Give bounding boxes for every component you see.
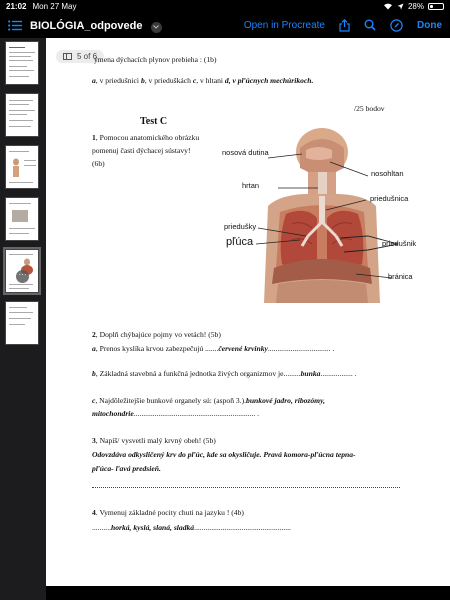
q3-title: 3, Napíš/ vysvetli malý krvný obeh! (5b): [92, 436, 216, 445]
q2c-line-1: c, Najdôležitejšie bunkové organely sú: (aspoň 3.).bunkové jadro, ribozómy,: [92, 396, 326, 405]
doc-line-2: a, v priedušnici b, v prieduškách c, v hltani d, v pľúcnych mechúrikoch.: [92, 76, 314, 85]
label-priedusky: priedušky: [224, 222, 257, 231]
page-indicator-text: 5 of 6: [77, 52, 98, 61]
toolbar: [0, 12, 450, 38]
label-priedusnik: priedušnik: [382, 239, 417, 248]
search-icon[interactable]: [364, 19, 376, 31]
q2b-line: b, Základná stavebná a funkčná jednotka živých organizmov je.........bunka................. .: [92, 369, 357, 378]
test-title: Test C: [140, 116, 168, 127]
sidebar-toggle-icon: [63, 53, 72, 60]
q2c-line-2: mitochondrie................................................................ .: [92, 409, 260, 418]
label-hrtan: hrtan: [242, 181, 260, 190]
page-thumbnail-1[interactable]: [5, 41, 39, 85]
q3-answer-line-2: pľúca- ľavá predsieň.: [92, 464, 161, 473]
list-icon[interactable]: [8, 20, 22, 31]
open-in-procreate-button[interactable]: Open in Procreate: [243, 19, 325, 31]
document-title-text: BIOLÓGIA_odpovede: [30, 20, 143, 32]
q2-title: 2, Doplň chýbajúce pojmy vo vetách! (5b): [92, 330, 221, 339]
more-options-icon[interactable]: ···: [16, 270, 29, 283]
q4-answer-line: ..........horká, kyslá, slaná, sladká...................................................: [92, 523, 291, 532]
q1-line-2: pomenuj časti dýchacej sústavy!: [92, 146, 191, 155]
label-nosohltan: nosohltan: [371, 169, 404, 178]
q1-line-1: 1, Pomocou anatomického obrázku: [92, 133, 200, 142]
page-thumbnail-4[interactable]: [5, 197, 39, 241]
page-thumbnail-5[interactable]: [5, 249, 39, 293]
page-thumbnail-2[interactable]: [5, 93, 39, 137]
respiratory-system-diagram: [222, 128, 432, 303]
status-time: 21:02: [6, 1, 27, 11]
score-label: /25 bodov: [354, 104, 385, 113]
status-right: [383, 2, 444, 11]
markup-icon[interactable]: [390, 19, 403, 32]
label-pluca: pľúca: [226, 236, 254, 248]
battery-icon: [428, 3, 444, 10]
doc-line-1: ýmena dýchacích plynov prebieha : (1b): [94, 55, 217, 64]
q3-answer-line-1: Odovzdáva odkysličený krv do pľúc, kde sa okysličuje. Pravá komora-pľúcna tepna-: [92, 450, 356, 459]
done-button[interactable]: Done: [417, 19, 442, 31]
label-branica: bránica: [388, 272, 413, 281]
q1-line-3: (6b): [92, 159, 105, 168]
chevron-down-icon[interactable]: [151, 22, 162, 33]
page-thumbnail-3[interactable]: [5, 145, 39, 189]
q2a-line: a, Prenos kyslíka krvou zabezpečujú .......červené krvinky................................. .: [92, 344, 335, 353]
document-page[interactable]: [46, 38, 450, 586]
wifi-icon: [383, 2, 393, 10]
status-date: Mon 27 May: [32, 1, 77, 11]
document-title[interactable]: [30, 16, 162, 34]
battery-percent: 28%: [407, 1, 424, 11]
page-gap: [46, 586, 450, 600]
page-thumbnail-6[interactable]: [5, 301, 39, 345]
q4-title: 4. Vymenuj základné pocity chuti na jazyku ! (4b): [92, 508, 244, 517]
status-bar: [0, 0, 450, 12]
label-nosova-dutina: nosová dutina: [222, 148, 269, 157]
thumbnail-sidebar: [0, 38, 46, 600]
label-priedusnica: priedušnica: [370, 194, 409, 203]
q3-answer-rule: [92, 487, 400, 488]
share-icon[interactable]: [339, 19, 350, 32]
location-icon: [397, 3, 404, 10]
